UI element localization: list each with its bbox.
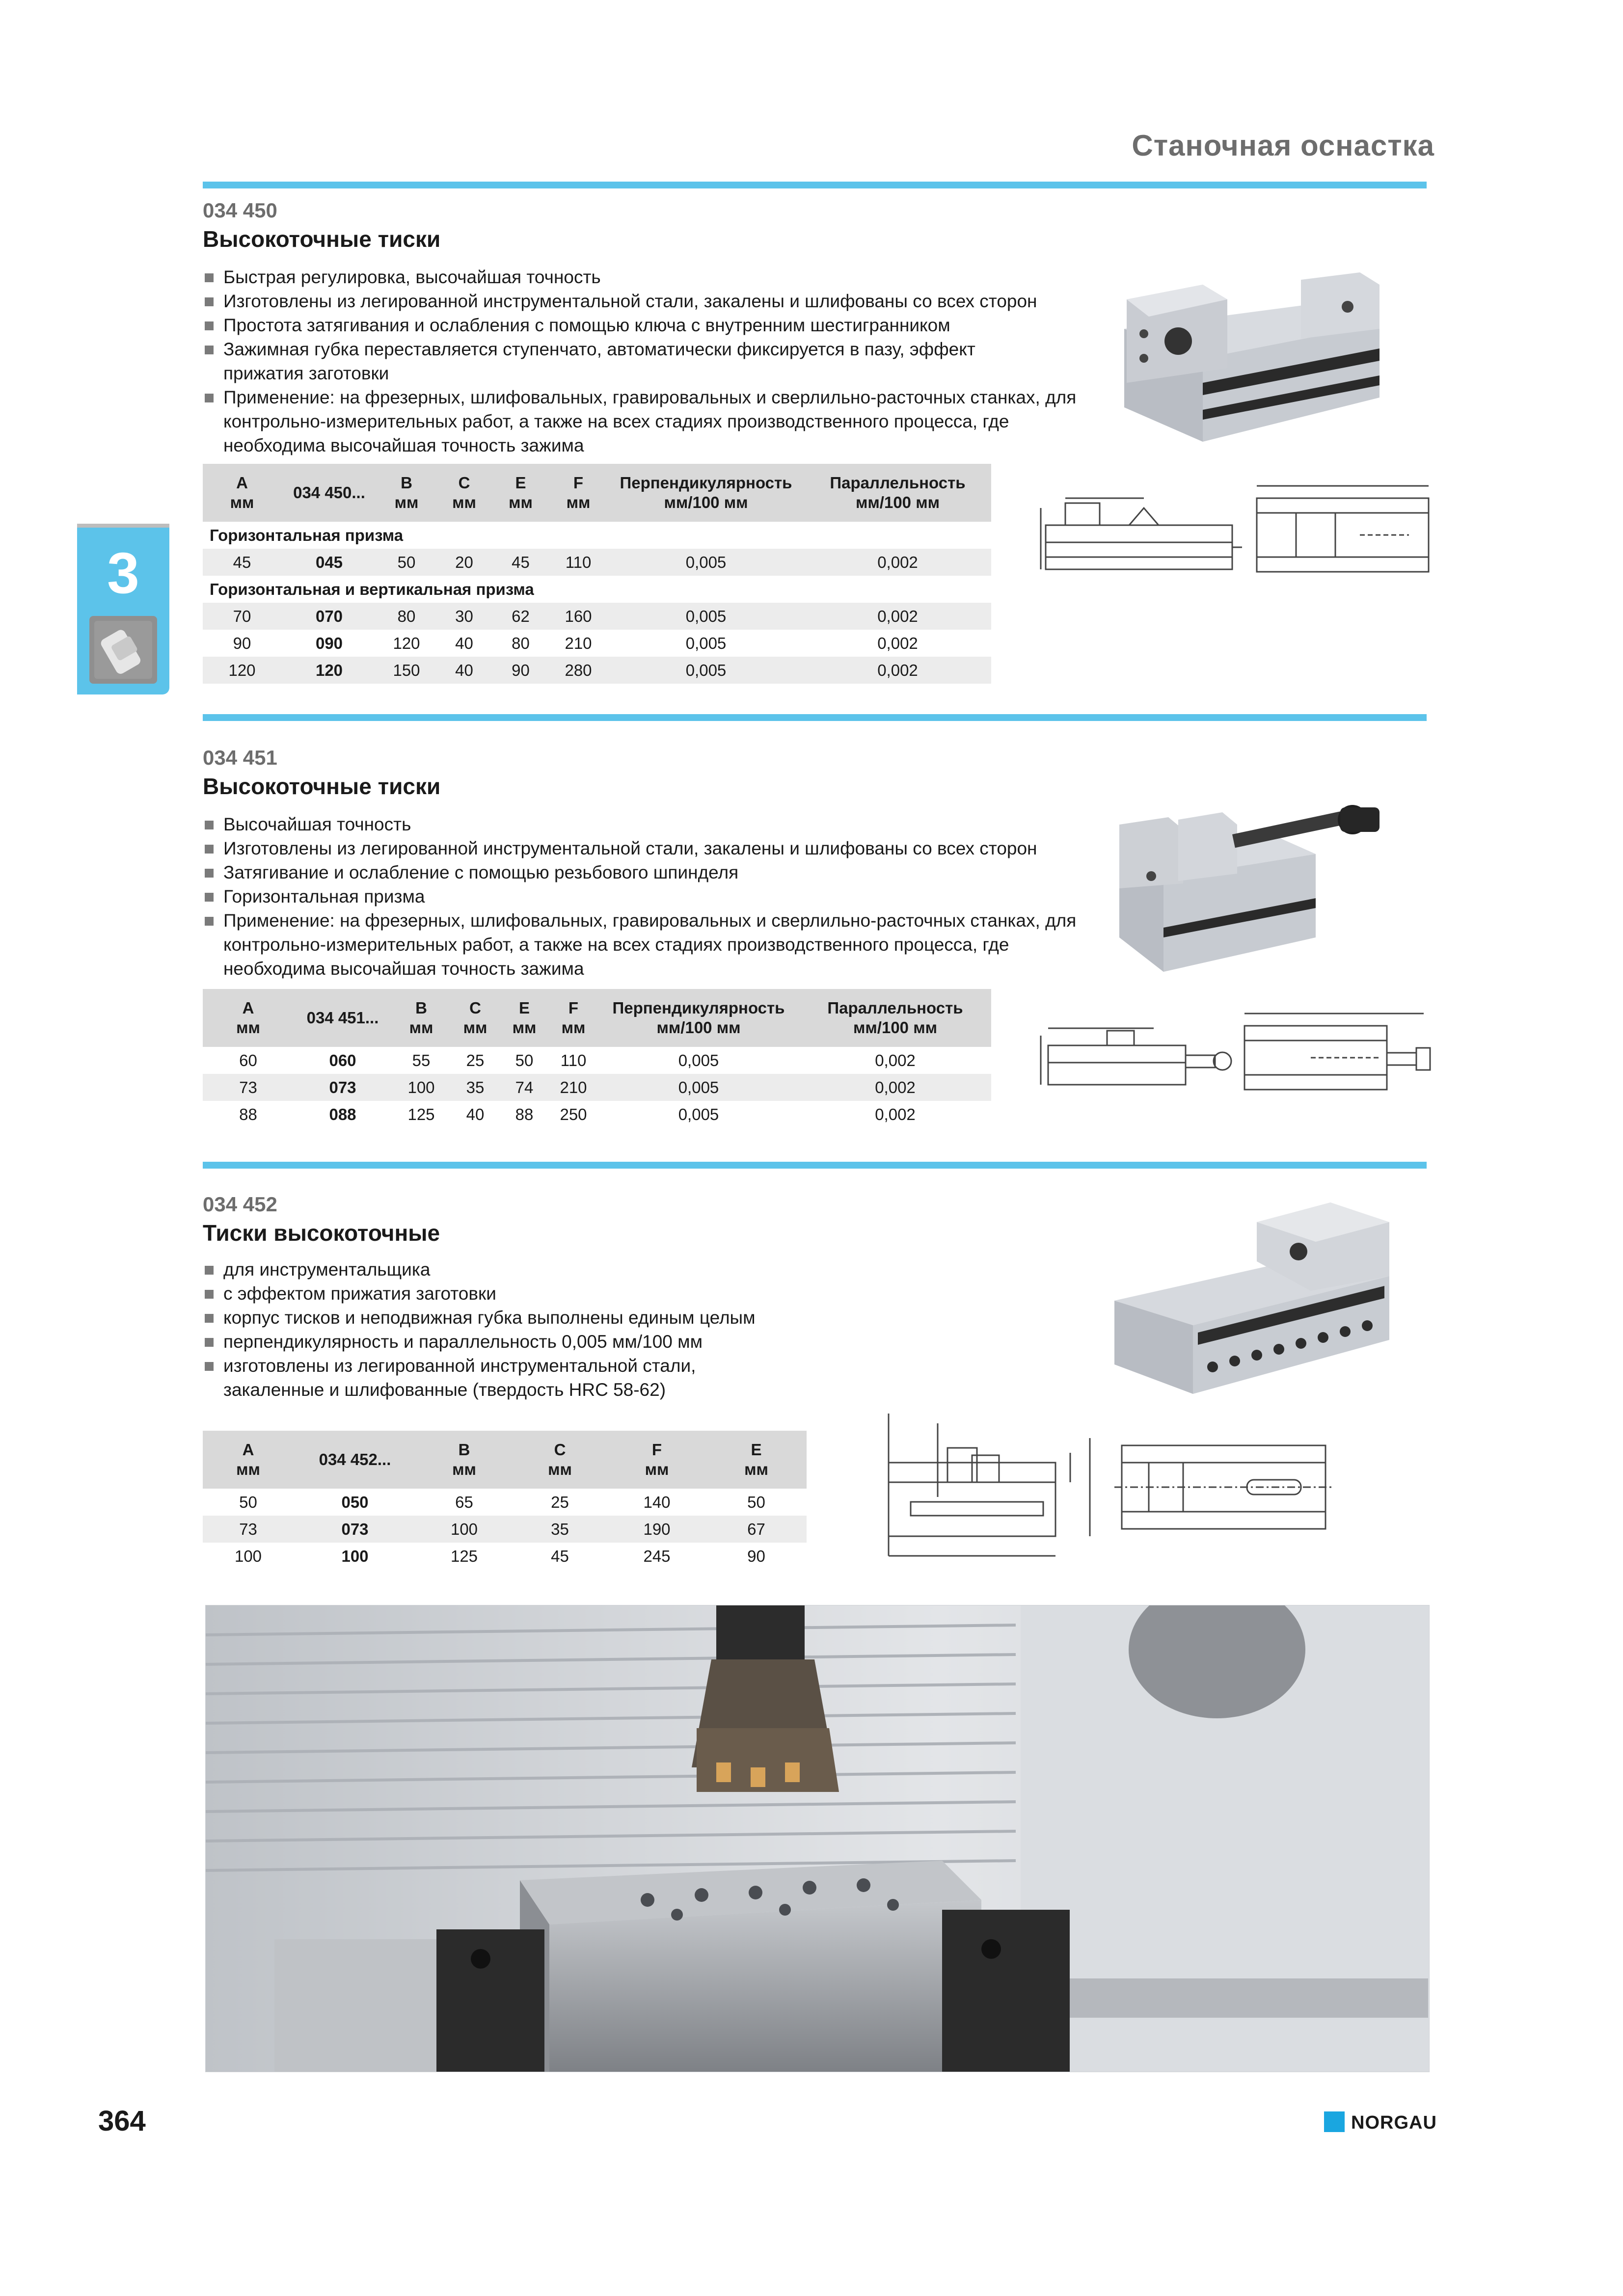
col-header-c: C мм (436, 464, 492, 522)
page-number: 364 (98, 2105, 146, 2137)
col-header-e: E мм (706, 1431, 807, 1489)
feature-item: для инструментальщика (203, 1257, 841, 1281)
table-row: 88 088 125 40 88 250 0,005 0,002 (239, 1105, 916, 1123)
table-row: 73 073 100 35 190 67 (203, 1516, 807, 1543)
machining-photo (205, 1605, 1430, 2072)
col-header-f: F мм (608, 1431, 706, 1489)
feature-item: изготовлены из легированной инструментальной стали, закаленные и шлифованные (твердость HRC 58-62) (203, 1354, 754, 1402)
col-header-f: F мм (549, 464, 608, 522)
col-header-a: A мм (203, 1431, 294, 1489)
section-divider (203, 714, 1427, 721)
technical-drawing-034452 (874, 1409, 1345, 1566)
table-row: 50 050 65 25 140 50 (239, 1493, 765, 1511)
col-header-b: B мм (377, 464, 436, 522)
col-header-article: 034 452... (294, 1431, 416, 1489)
product-code: 034 451 (203, 746, 277, 769)
brand-logo-icon (1324, 2111, 1345, 2132)
col-header-b: B мм (416, 1431, 512, 1489)
feature-item: Затягивание и ослабление с помощью резьбового шпинделя (203, 860, 1086, 884)
feature-item: Применение: на фрезерных, шлифовальных, гравировальных и сверлильно-расточных станках, для контрольно-измерительных работ, а также на всех стадиях производственного процесса, где необходима высочайшая точность зажима (203, 908, 1097, 981)
spec-table-034452 (203, 1431, 807, 1570)
col-header-article: 034 451... (294, 989, 392, 1047)
feature-item: Горизонтальная призма (203, 884, 1086, 908)
section-divider (203, 1162, 1427, 1169)
col-header-parallelism: Параллельность мм/100 мм (804, 464, 991, 522)
table-row: 120 120 150 40 90 280 0,005 0,002 (203, 657, 991, 684)
feature-item: Зажимная губка переставляется ступенчато, автоматически фиксируется в пазу, эффект прижатия заготовки (203, 337, 1019, 385)
table-row: 73 073 100 35 74 210 0,005 0,002 (203, 1074, 991, 1101)
col-header-article: 034 450... (281, 464, 377, 522)
technical-drawing-034450 (1036, 479, 1438, 591)
col-header-b: B мм (392, 989, 451, 1047)
feature-list (203, 265, 1086, 457)
feature-item: Быстрая регулировка, высочайшая точность (203, 265, 1086, 289)
table-row: 90 090 120 40 80 210 0,005 0,002 (233, 634, 918, 652)
product-title: Тиски высокоточные (203, 1220, 440, 1246)
tool-holder-icon (89, 616, 157, 684)
table-row: 45 045 50 20 45 110 0,005 0,002 (203, 549, 991, 576)
feature-item: корпус тисков и неподвижная губка выполнены единым целым (203, 1306, 841, 1330)
group-label: Горизонтальная и вертикальная призма (210, 580, 534, 598)
feature-list (203, 812, 1086, 981)
feature-item: Применение: на фрезерных, шлифовальных, гравировальных и сверлильно-расточных станках, для контрольно-измерительных работ, а также на всех стадиях производственного процесса, где необходима высочайшая точность зажима (203, 385, 1097, 457)
section-title: Станочная оснастка (1132, 129, 1434, 162)
feature-item: Изготовлены из легированной инструментальной стали, закалены и шлифованы со всех сторон (203, 836, 1086, 860)
vise-photo-034452 (1105, 1193, 1399, 1399)
technical-drawing-034451 (1036, 1006, 1438, 1095)
col-header-f: F мм (549, 989, 598, 1047)
product-code: 034 452 (203, 1193, 277, 1216)
product-title: Высокоточные тиски (203, 774, 441, 799)
col-header-e: E мм (492, 464, 549, 522)
brand-name: NORGAU (1351, 2112, 1437, 2133)
feature-item: с эффектом прижатия заготовки (203, 1281, 841, 1306)
col-header-perpendicularity: Перпендикулярность мм/100 мм (608, 464, 804, 522)
spec-table-034450 (203, 464, 991, 684)
section-divider (203, 182, 1427, 188)
vise-photo-034450 (1105, 270, 1384, 447)
spec-table-034451 (203, 989, 991, 1128)
col-header-e: E мм (500, 989, 549, 1047)
col-header-a: A мм (203, 464, 281, 522)
col-header-parallelism: Параллельность мм/100 мм (799, 989, 991, 1047)
group-label: Горизонтальная призма (210, 526, 404, 544)
table-row: 70 070 80 30 62 160 0,005 0,002 (203, 603, 991, 630)
feature-item: Изготовлены из легированной инструментальной стали, закалены и шлифованы со всех сторон (203, 289, 1086, 313)
feature-item: Простота затягивания и ослабления с помощью ключа с внутренним шестигранником (203, 313, 1086, 337)
table-row: 60 060 55 25 50 110 0,005 0,002 (239, 1051, 916, 1069)
col-header-a: A мм (203, 989, 294, 1047)
product-title: Высокоточные тиски (203, 226, 441, 252)
col-header-c: C мм (451, 989, 500, 1047)
feature-item: перпендикулярность и параллельность 0,005 мм/100 мм (203, 1330, 841, 1354)
product-code: 034 450 (203, 199, 277, 222)
chapter-number: 3 (107, 541, 139, 606)
vise-photo-034451 (1109, 790, 1404, 977)
feature-item: Высочайшая точность (203, 812, 1086, 836)
feature-list (203, 1257, 841, 1402)
col-header-c: C мм (512, 1431, 608, 1489)
col-header-perpendicularity: Перпендикулярность мм/100 мм (598, 989, 799, 1047)
table-row: 100 100 125 45 245 90 (234, 1547, 765, 1565)
